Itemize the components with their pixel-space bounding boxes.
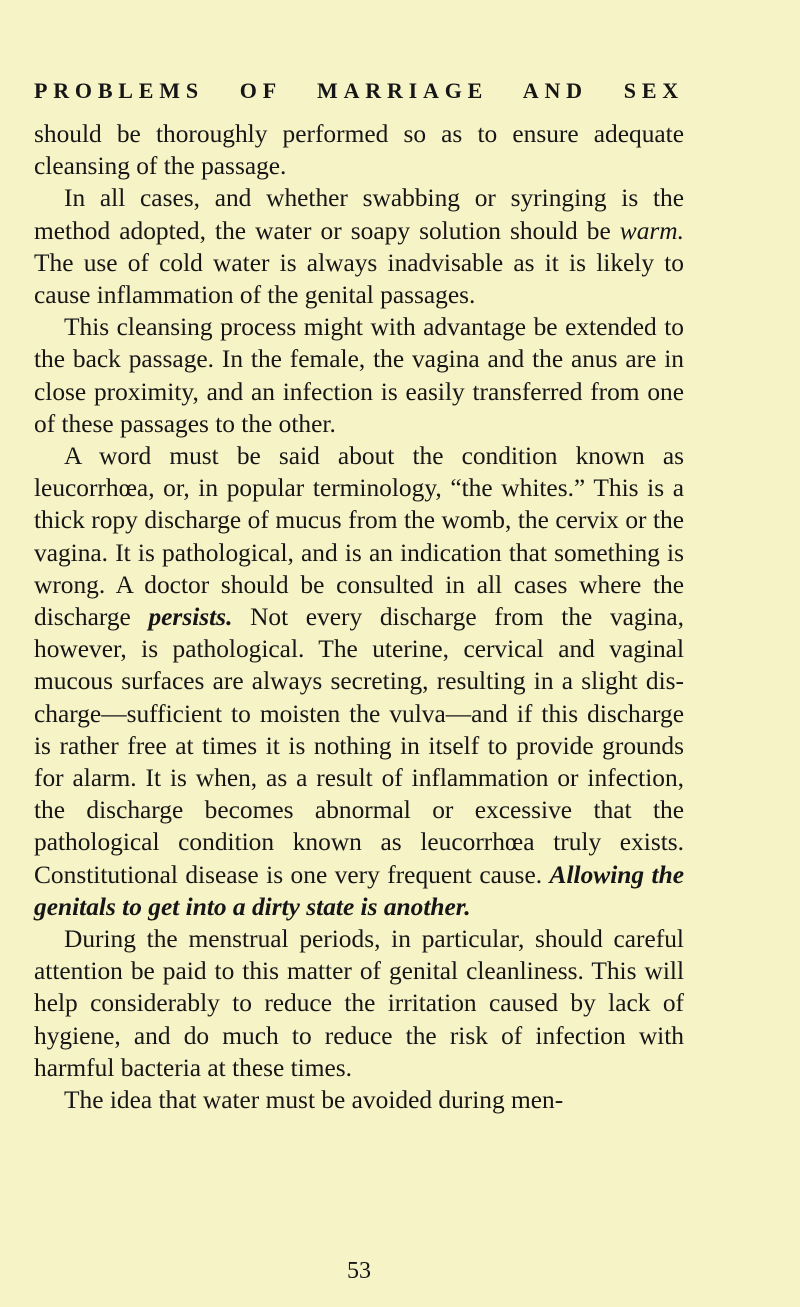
paragraph-6-text: The idea that water must be avoided during men- <box>64 1086 564 1115</box>
paragraph-2-after: The use of cold water is always inadvisable as it is likely to cause inflammation of the genital passages. <box>34 248 684 310</box>
running-head: PROBLEMS OF MARRIAGE AND SEX <box>34 78 684 103</box>
paragraph-1 <box>34 118 684 182</box>
paragraph-4 <box>34 440 684 923</box>
paragraph-4-part1: A word must be said about the condition known as leucorrhœa, or, in popular terminology, “the whites.” This is a thick ropy discharge of mucus from the womb, the cervix or the vagina. It is pathological, and is an indication that something is wrong. A doctor should be consulted in all cases where the discharge <box>34 442 684 632</box>
paragraph-5-text: During the menstrual periods, in particular, should careful attention be paid to this matter of genital cleanliness. This will help considerably to reduce the irritation caused by lack of hygiene, and do much to reduce the risk of infection with harmful bacteria at these times. <box>34 925 684 1082</box>
paragraph-5 <box>34 923 684 1084</box>
page-number: 53 <box>347 1258 371 1284</box>
paragraph-4-emphasis-2: Allowing the genitals to get into a dirty state is another. <box>34 860 684 921</box>
paragraph-4-emphasis-1: persists. <box>148 603 233 632</box>
paragraph-2-before: In all cases, and whether swabbing or syringing is the method adopted, the water or soapy solution should be <box>34 184 684 245</box>
book-page <box>34 0 684 1307</box>
paragraph-3 <box>34 311 684 440</box>
paragraph-4-part2: Not every discharge from the vagina, however, is pathological. The uterine, cervical and vaginal mucous surfaces are always secreting, resulting in a slight dis-charge—sufficient to moisten the vulva—and if this discharge is rather free at times it is nothing in itself to provide grounds for alarm. It is when, as a result of inflammation or infection, the discharge becomes abnormal or excessive that the pathological condition known as leucorrhœa truly exists. Constitutional disease is one very frequent cause. <box>34 603 684 889</box>
paragraph-2-emphasis: warm. <box>619 216 684 245</box>
paragraph-1-text: should be thoroughly performed so as to ensure adequate cleansing of the passage. <box>34 120 684 181</box>
paragraph-3-text: This cleansing process might with advantage be extended to the back passage. In the female, the vagina and the anus are in close proximity, and an infection is easily transferred from one of these passages to the other. <box>34 313 684 438</box>
paragraph-2 <box>34 182 684 311</box>
paragraph-6 <box>34 1084 684 1116</box>
body-text <box>34 118 684 1116</box>
